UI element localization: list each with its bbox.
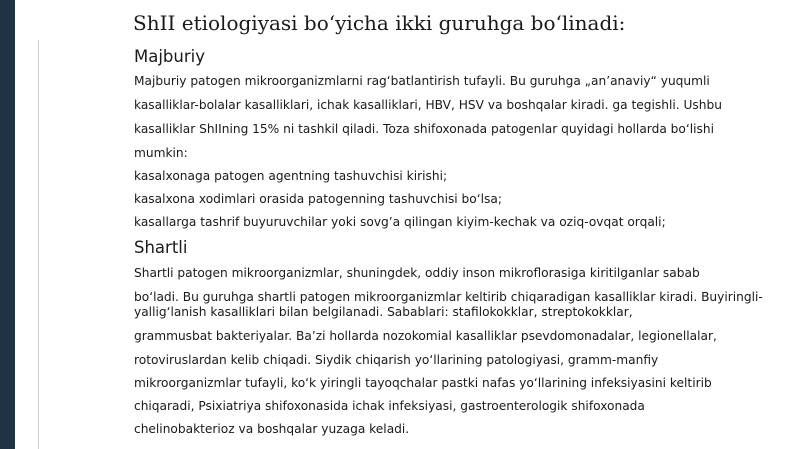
list-item: [0, 192, 800, 208]
list-item-text: Shartli patogen mikroorganizmlar, shuningdek, oddiy inson mikroflorasiga kiritilganlar sabab: [134, 266, 700, 280]
section-heading-row: [0, 237, 800, 259]
list-item-text: kasalliklar ShIIning 15% ni tashkil qiladi. Toza shifoxonada patogenlar quyidagi hollarda bo‘lishi: [134, 122, 714, 136]
slide-title: ShII etiologiyasi bo‘yicha ikki guruhga bo‘linadi:: [133, 11, 626, 35]
list-item-text: grammusbat bakteriyalar. Ba’zi hollarda nozokomial kasalliklar psevdomonadalar, legionellalar,: [134, 329, 717, 343]
list-item-text: bo‘ladi. Bu guruhga shartli patogen mikroorganizmlar keltirib chiqaradigan kasalliklar kiradi. Buyiringli-: [134, 290, 763, 304]
list-item-text: kasallarga tashrif buyuruvchilar yoki sovg’a qilingan kiyim-kechak va oziq-ovqat orqali;: [134, 215, 666, 229]
list-item: [0, 422, 800, 438]
list-item: [0, 399, 800, 415]
list-item-text: kasalxonaga patogen agentning tashuvchisi kirishi;: [134, 169, 448, 183]
list-item-text: Majburiy patogen mikroorganizmlarni rag‘batlantirish tufayli. Bu guruhga „an’anaviy“ yuqumli: [134, 74, 710, 88]
title-row: [0, 10, 800, 36]
list-item: [0, 98, 800, 114]
list-item-text: kasalxona xodimlari orasida patogenning tashuvchisi bo‘lsa;: [134, 192, 502, 206]
list-item: [0, 266, 800, 282]
section-heading-majburiy: Majburiy: [134, 47, 205, 66]
list-item-text: kasalliklar-bolalar kasalliklari, ichak kasalliklari, HBV, HSV va boshqalar kiradi. ga tegishli. Ushbu: [134, 98, 722, 112]
list-item-text: chelinobakterioz va boshqalar yuzaga keladi.: [134, 422, 410, 436]
section-heading-row: [0, 46, 800, 68]
list-item: [0, 146, 800, 162]
list-item: [0, 329, 800, 345]
list-item: [0, 290, 800, 306]
list-item: [0, 74, 800, 90]
list-item: [0, 169, 800, 185]
list-item-text: rotoviruslardan kelib chiqadi. Siydik chiqarish yo‘llarining patologiyasi, gramm-manfiy: [134, 353, 659, 367]
list-item-text: yallig‘lanish kasalliklari bilan belgilanadi. Sabablari: stafilokokklar, streptokokklar,: [134, 305, 633, 319]
list-item: [0, 353, 800, 369]
section-heading-shartli: Shartli: [134, 238, 188, 257]
list-item-text: mumkin:: [134, 146, 188, 160]
list-item: [0, 215, 800, 231]
list-item-continuation: [0, 305, 800, 321]
list-item: [0, 122, 800, 138]
list-item: [0, 376, 800, 392]
list-item-text: mikroorganizmlar tufayli, ko‘k yiringli tayoqchalar pastki nafas yo‘llarining infeksiyasini keltirib: [134, 376, 712, 390]
list-item-text: chiqaradi, Psixiatriya shifoxonasida ichak infeksiyasi, gastroenterologik shifoxonada: [134, 399, 645, 413]
